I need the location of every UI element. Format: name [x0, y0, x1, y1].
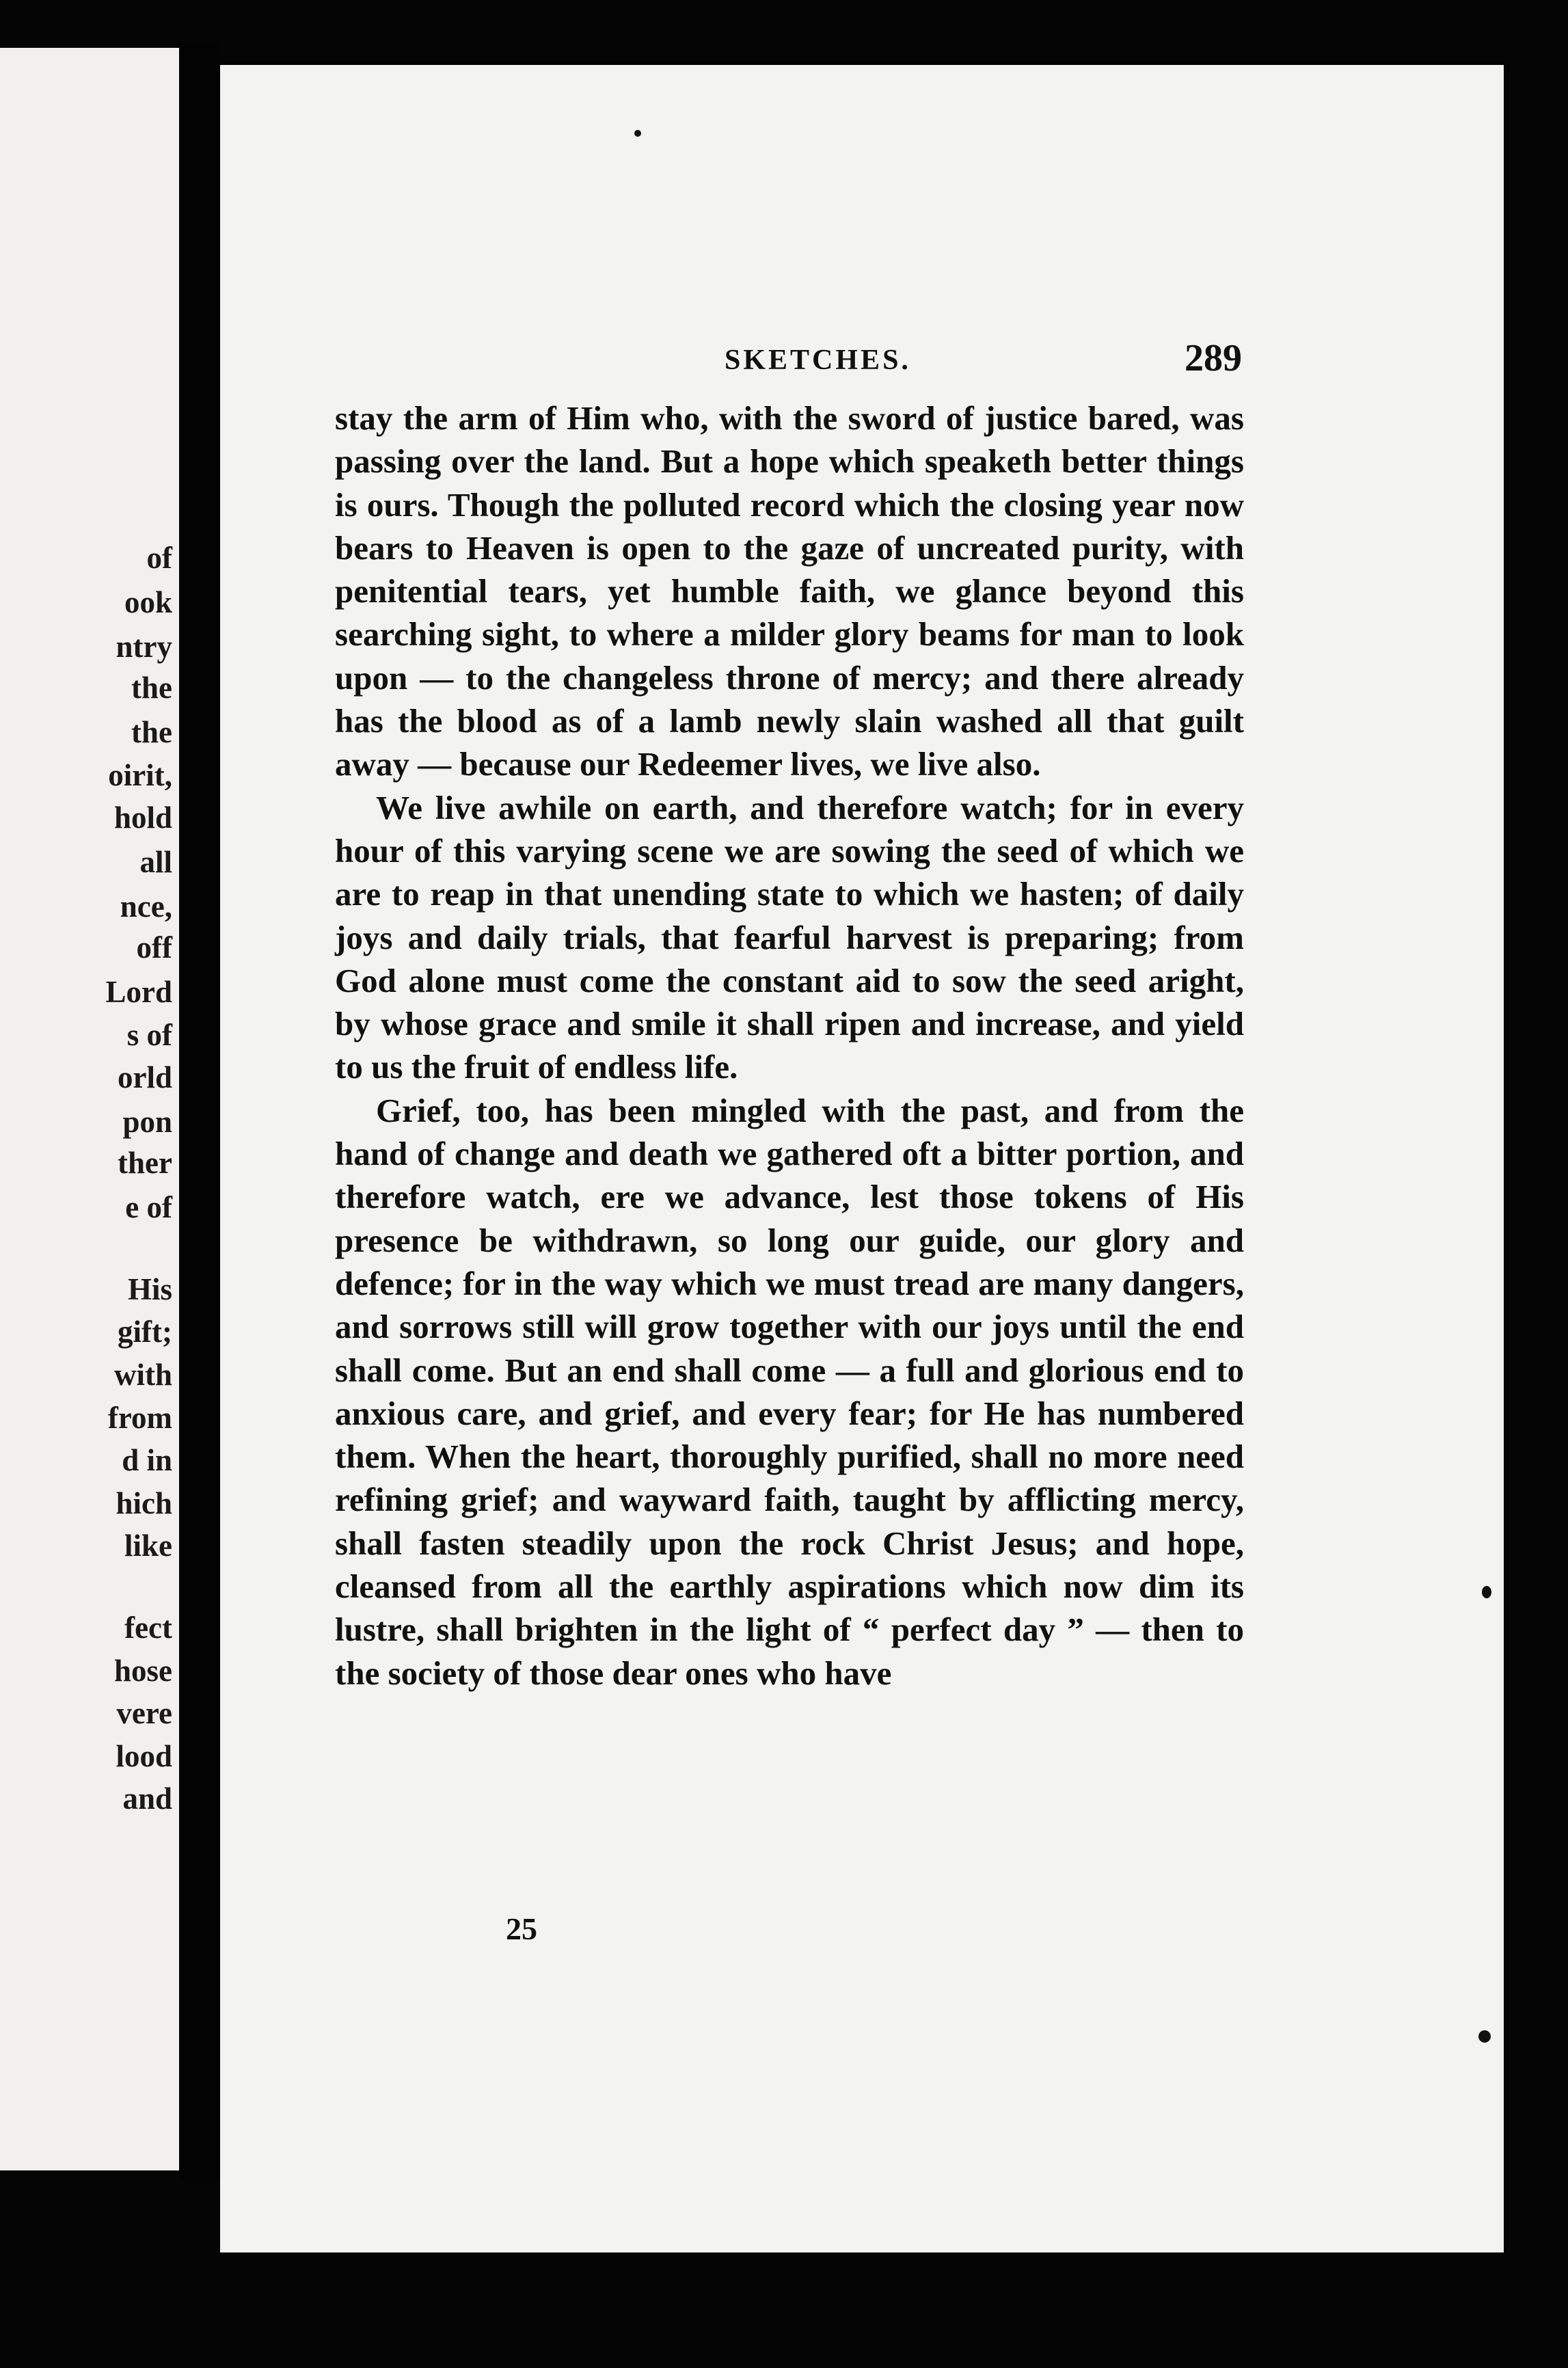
facing-page-fragment: d in — [122, 1443, 172, 1477]
signature-mark: 25 — [506, 1911, 537, 1946]
facing-page-fragment: like — [124, 1529, 172, 1563]
facing-page-fragment: ntry — [116, 630, 172, 664]
facing-page-fragment: ook — [124, 585, 172, 619]
facing-page-fragment: nce, — [120, 889, 172, 924]
speck — [1478, 2030, 1491, 2043]
facing-page-fragment: lood — [116, 1739, 172, 1773]
running-head: SKETCHES. — [725, 345, 911, 376]
facing-page-fragment: of — [146, 541, 172, 575]
facing-page-fragment: Lord — [105, 975, 172, 1009]
facing-page-fragment: hose — [113, 1654, 172, 1688]
facing-page-fragment: all — [139, 845, 172, 879]
speck — [634, 130, 641, 137]
book-gutter — [179, 41, 220, 2181]
facing-page-fragment: orld — [117, 1060, 172, 1094]
facing-page-fragment: vere — [116, 1696, 172, 1730]
speck — [1482, 1586, 1491, 1598]
facing-page-fragment: with — [113, 1358, 172, 1392]
facing-page-fragment: gift; — [118, 1315, 172, 1349]
facing-page-fragment: oirit, — [108, 758, 172, 792]
page-number: 289 — [1185, 337, 1242, 379]
facing-page-fragment: e of — [125, 1190, 172, 1224]
facing-page-fragment: His — [127, 1272, 172, 1306]
facing-page-edge — [0, 48, 179, 2170]
facing-page-fragment: the — [131, 715, 172, 749]
paragraph: stay the arm of Him who, with the sword of justice bared, was passing over the land. But a hope which speaketh better things is ours. Though the polluted record which the closing year now bears to Heaven is open to the gaze of uncreated purity, with penitential tears, yet humble faith, we glance beyond this searching sight, to where a milder glory beams for man to look upon — to the changeless throne of mercy; and there already has the blood as of a lamb newly slain washed all that guilt away — because our Redeemer lives, we live also. — [335, 399, 1244, 783]
facing-page-fragment: pon — [122, 1105, 172, 1139]
facing-page-fragment: hold — [113, 800, 172, 835]
facing-page-fragment: hich — [116, 1486, 172, 1520]
facing-page-fragment: and — [122, 1781, 172, 1816]
facing-page-fragment: fect — [124, 1611, 172, 1645]
paragraph: Grief, too, has been mingled with the past, and from the hand of change and death we gathered oft a bitter portion, and therefore watch, ere we advance, lest those tokens of His presence be withdrawn, so long our guide, our glory and defence; for in the way which we must tread are many dangers, and sorrows still will grow together with our joys until the end shall come. But an end shall come — a full and glorious end to anxious care, and grief, and every fear; for He has numbered them. When the heart, thoroughly purified, shall no more need refining grief; and wayward faith, taught by afflicting mercy, shall fasten steadily upon the rock Christ Jesus; and hope, cleansed from all the earthly aspirations which now dim its lustre, shall brighten in the light of “ perfect day ” — then to the society of those dear ones who have — [335, 1091, 1244, 1692]
facing-page-fragment: the — [131, 671, 172, 705]
facing-page-fragment: from — [107, 1401, 172, 1435]
facing-page-fragment: off — [136, 930, 172, 965]
body-text — [335, 396, 1244, 1695]
facing-page-fragment: ther — [118, 1146, 172, 1180]
facing-page-fragment: s of — [126, 1018, 172, 1052]
paragraph: We live awhile on earth, and therefore watch; for in every hour of this varying scene we are sowing the seed of which we are to reap in that unending state to which we hasten; of daily joys and daily trials, that fearful harvest is preparing; from God alone must come the constant aid to sow the seed aright, by whose grace and smile it shall ripen and increase, and yield to us the fruit of endless life. — [335, 788, 1244, 1086]
